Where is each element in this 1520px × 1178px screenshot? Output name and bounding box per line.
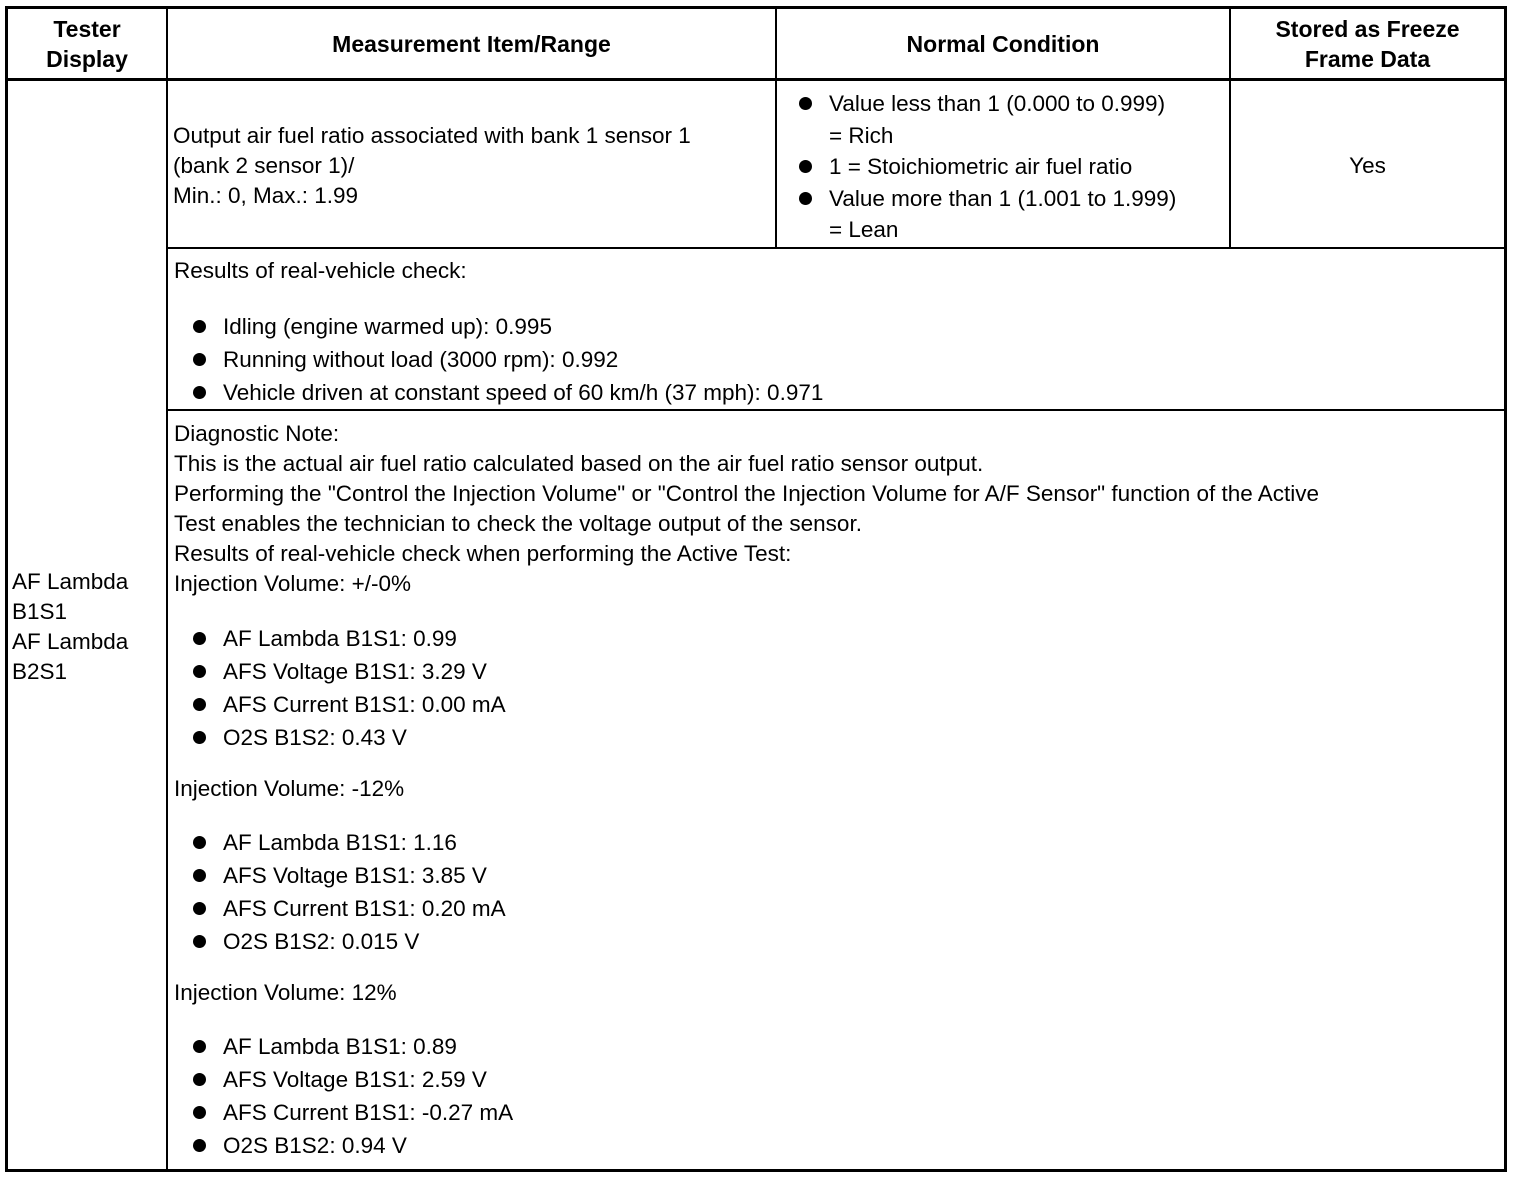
injection-group-list xyxy=(174,622,1500,754)
diagnostic-line: Results of real-vehicle check when performing the Active Test: xyxy=(174,541,792,566)
bullet-icon xyxy=(193,1040,206,1053)
tester-display-line: AF Lambda xyxy=(12,629,129,654)
list-item: AFS Current B1S1: -0.27 mA xyxy=(174,1096,1500,1129)
bullet-icon xyxy=(799,160,812,173)
real-vehicle-title: Results of real-vehicle check: xyxy=(174,258,467,283)
diagnostic-line: Test enables the technician to check the voltage output of the sensor. xyxy=(174,511,862,536)
injection-group-title: Injection Volume: +/-0% xyxy=(174,571,412,596)
row-divider xyxy=(8,78,1504,81)
list-item: Vehicle driven at constant speed of 60 km/h (37 mph): 0.971 xyxy=(174,376,1494,409)
row-divider xyxy=(166,409,1504,411)
bullet-icon xyxy=(193,869,206,882)
bullet-icon xyxy=(193,1106,206,1119)
measurement-line: (bank 2 sensor 1)/ xyxy=(173,153,355,178)
list-item: AFS Voltage B1S1: 3.85 V xyxy=(174,859,1500,892)
list-item: AF Lambda B1S1: 0.99 xyxy=(174,622,1500,655)
list-item: AFS Voltage B1S1: 2.59 V xyxy=(174,1063,1500,1096)
measurement-line: Min.: 0, Max.: 1.99 xyxy=(173,183,359,208)
real-vehicle-list xyxy=(174,310,1494,409)
column-divider xyxy=(166,9,168,1169)
header-freeze-frame: Stored as Freeze Frame Data xyxy=(1275,15,1460,72)
list-item: O2S B1S2: 0.43 V xyxy=(174,721,1500,754)
tester-display-line: AF Lambda xyxy=(12,569,129,594)
diagnostic-line: This is the actual air fuel ratio calculated based on the air fuel ratio sensor output. xyxy=(174,451,984,476)
list-item: O2S B1S2: 0.94 V xyxy=(174,1129,1500,1162)
list-item: Value less than 1 (0.000 to 0.999) = Rich xyxy=(797,88,1227,151)
diagnostic-line: Performing the "Control the Injection Volume" or "Control the Injection Volume for A/F Sensor" function of the Active xyxy=(174,481,1320,506)
list-item: Idling (engine warmed up): 0.995 xyxy=(174,310,1494,343)
header-measurement: Measurement Item/Range xyxy=(332,30,611,57)
injection-group-title: Injection Volume: 12% xyxy=(174,980,397,1005)
list-item: 1 = Stoichiometric air fuel ratio xyxy=(797,151,1227,183)
tester-display-line: B1S1 xyxy=(12,599,68,624)
real-vehicle-check-cell xyxy=(174,256,1494,409)
tester-display-line: B2S1 xyxy=(12,659,68,684)
bullet-icon xyxy=(193,1139,206,1152)
list-item: Value more than 1 (1.001 to 1.999) = Lean xyxy=(797,183,1227,246)
bullet-icon xyxy=(193,731,206,744)
list-item: AFS Current B1S1: 0.00 mA xyxy=(174,688,1500,721)
bullet-icon xyxy=(193,665,206,678)
bullet-icon xyxy=(193,902,206,915)
header-normal-condition: Normal Condition xyxy=(906,30,1100,57)
list-item: Running without load (3000 rpm): 0.992 xyxy=(174,343,1494,376)
normal-condition-cell xyxy=(797,88,1227,246)
bullet-icon xyxy=(193,836,206,849)
measurement-cell xyxy=(173,121,773,211)
list-item: AF Lambda B1S1: 0.89 xyxy=(174,1030,1500,1063)
list-item: AFS Current B1S1: 0.20 mA xyxy=(174,892,1500,925)
data-table xyxy=(5,6,1507,1172)
row-divider xyxy=(166,247,1504,249)
list-item: AF Lambda B1S1: 1.16 xyxy=(174,826,1500,859)
injection-group-list xyxy=(174,826,1500,958)
bullet-icon xyxy=(799,97,812,110)
injection-group-title: Injection Volume: -12% xyxy=(174,776,405,801)
diagnostic-line: Diagnostic Note: xyxy=(174,421,340,446)
header-tester-display: Tester Display xyxy=(46,15,128,72)
bullet-icon xyxy=(193,698,206,711)
list-item: O2S B1S2: 0.015 V xyxy=(174,925,1500,958)
normal-condition-list xyxy=(797,88,1227,246)
measurement-line: Output air fuel ratio associated with bank 1 sensor 1 xyxy=(173,123,691,148)
bullet-icon xyxy=(193,386,206,399)
bullet-icon xyxy=(193,320,206,333)
freeze-frame-value: Yes xyxy=(1349,153,1386,178)
bullet-icon xyxy=(799,192,812,205)
bullet-icon xyxy=(193,632,206,645)
tester-display-cell xyxy=(12,567,162,687)
bullet-icon xyxy=(193,935,206,948)
injection-group-list xyxy=(174,1030,1500,1162)
bullet-icon xyxy=(193,353,206,366)
diagnostic-note-cell xyxy=(174,419,1500,1162)
bullet-icon xyxy=(193,1073,206,1086)
list-item: AFS Voltage B1S1: 3.29 V xyxy=(174,655,1500,688)
